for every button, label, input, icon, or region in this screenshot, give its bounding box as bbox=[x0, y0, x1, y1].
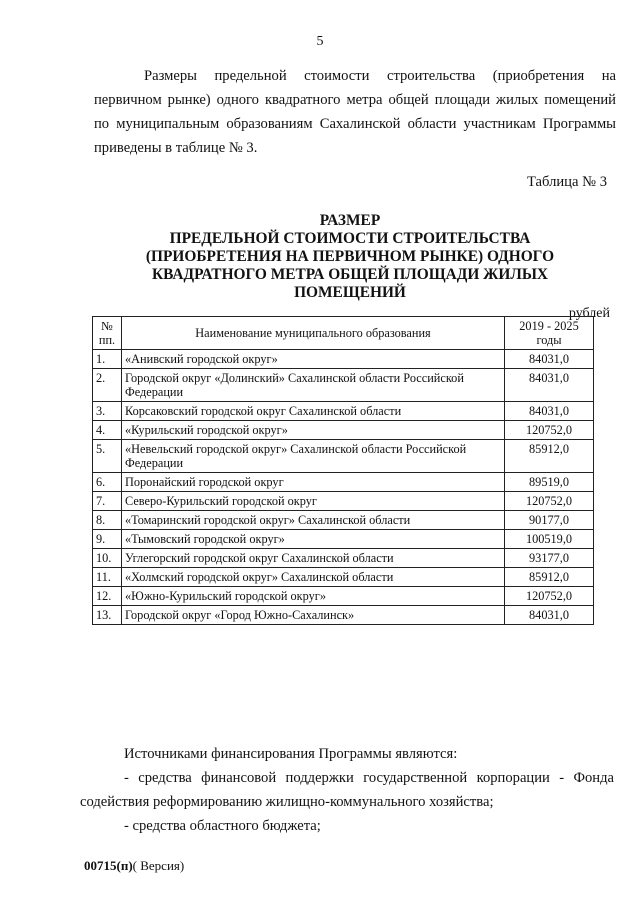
row-value: 90177,0 bbox=[505, 511, 594, 530]
source-item: - средства финансовой поддержки государственной корпорации - Фонда содействия реформированию жилищно-коммунального хозяйства; bbox=[80, 770, 614, 810]
row-municipality: «Невельский городской округ» Сахалинской области Российской Федерации bbox=[122, 440, 505, 473]
header-municipality: Наименование муниципального образования bbox=[122, 317, 505, 350]
row-municipality: Северо-Курильский городской округ bbox=[122, 492, 505, 511]
row-municipality: Корсаковский городской округ Сахалинской области bbox=[122, 402, 505, 421]
page-number: 5 bbox=[316, 34, 324, 49]
row-municipality: «Курильский городской округ» bbox=[122, 421, 505, 440]
row-value: 89519,0 bbox=[505, 473, 594, 492]
table-row bbox=[93, 350, 594, 369]
title-line: (ПРИОБРЕТЕНИЯ НА ПЕРВИЧНОМ РЫНКЕ) ОДНОГО bbox=[145, 248, 555, 265]
row-number: 8. bbox=[93, 511, 122, 530]
version-label: ( Версия) bbox=[132, 858, 185, 873]
table-row bbox=[93, 511, 594, 530]
row-municipality: «Южно-Курильский городской округ» bbox=[122, 587, 505, 606]
row-number: 5. bbox=[93, 440, 122, 473]
row-value: 84031,0 bbox=[505, 606, 594, 625]
financing-sources bbox=[80, 742, 614, 838]
cost-table bbox=[92, 316, 594, 625]
row-number: 3. bbox=[93, 402, 122, 421]
table-title bbox=[95, 212, 605, 302]
table-row bbox=[93, 440, 594, 473]
table-row bbox=[93, 369, 594, 402]
row-value: 120752,0 bbox=[505, 421, 594, 440]
row-municipality: Городской округ «Долинский» Сахалинской области Российской Федерации bbox=[122, 369, 505, 402]
row-number: 10. bbox=[93, 549, 122, 568]
row-value: 100519,0 bbox=[505, 530, 594, 549]
intro-paragraph: Размеры предельной стоимости строительства (приобретения на первичном рынке) одного квадратного метра общей площади жилых помещений по муниципальным образованиям Сахалинской области участникам Программы приведены в таблице № 3. bbox=[94, 68, 616, 156]
table-header-row bbox=[93, 317, 594, 350]
units-label: рублей bbox=[568, 306, 610, 321]
row-number: 9. bbox=[93, 530, 122, 549]
title-line: ПРЕДЕЛЬНОЙ СТОИМОСТИ СТРОИТЕЛЬСТВА bbox=[169, 230, 531, 247]
row-number: 7. bbox=[93, 492, 122, 511]
row-value: 120752,0 bbox=[505, 587, 594, 606]
row-municipality: «Томаринский городской округ» Сахалинской области bbox=[122, 511, 505, 530]
row-municipality: Поронайский городской округ bbox=[122, 473, 505, 492]
row-municipality: «Анивский городской округ» bbox=[122, 350, 505, 369]
title-line: КВАДРАТНОГО МЕТРА ОБЩЕЙ ПЛОЩАДИ ЖИЛЫХ bbox=[151, 266, 549, 283]
row-number: 13. bbox=[93, 606, 122, 625]
table-row bbox=[93, 549, 594, 568]
row-value: 84031,0 bbox=[505, 350, 594, 369]
table-row bbox=[93, 568, 594, 587]
title-line: ПОМЕЩЕНИЙ bbox=[294, 284, 406, 301]
header-years: 2019 - 2025 годы bbox=[505, 317, 594, 350]
table-row bbox=[93, 492, 594, 511]
row-number: 2. bbox=[93, 369, 122, 402]
table-row bbox=[93, 587, 594, 606]
row-municipality: «Тымовский городской округ» bbox=[122, 530, 505, 549]
row-number: 1. bbox=[93, 350, 122, 369]
row-number: 6. bbox=[93, 473, 122, 492]
row-municipality: «Холмский городской округ» Сахалинской области bbox=[122, 568, 505, 587]
header-number: № пп. bbox=[93, 317, 122, 350]
row-number: 4. bbox=[93, 421, 122, 440]
footer bbox=[84, 858, 184, 874]
row-value: 84031,0 bbox=[505, 369, 594, 402]
row-value: 120752,0 bbox=[505, 492, 594, 511]
title-line: РАЗМЕР bbox=[319, 212, 381, 229]
sources-intro: Источниками финансирования Программы являются: bbox=[124, 746, 458, 762]
table-caption: Таблица № 3 bbox=[527, 174, 607, 190]
table-row bbox=[93, 402, 594, 421]
row-municipality: Городской округ «Город Южно-Сахалинск» bbox=[122, 606, 505, 625]
table-row bbox=[93, 606, 594, 625]
source-item: - средства областного бюджета; bbox=[124, 818, 321, 834]
table-row bbox=[93, 473, 594, 492]
row-number: 12. bbox=[93, 587, 122, 606]
table-row bbox=[93, 530, 594, 549]
row-number: 11. bbox=[93, 568, 122, 587]
table-row bbox=[93, 421, 594, 440]
row-value: 85912,0 bbox=[505, 440, 594, 473]
row-municipality: Углегорский городской округ Сахалинской области bbox=[122, 549, 505, 568]
document-code: 00715(п) bbox=[84, 858, 133, 873]
row-value: 93177,0 bbox=[505, 549, 594, 568]
row-value: 84031,0 bbox=[505, 402, 594, 421]
row-value: 85912,0 bbox=[505, 568, 594, 587]
